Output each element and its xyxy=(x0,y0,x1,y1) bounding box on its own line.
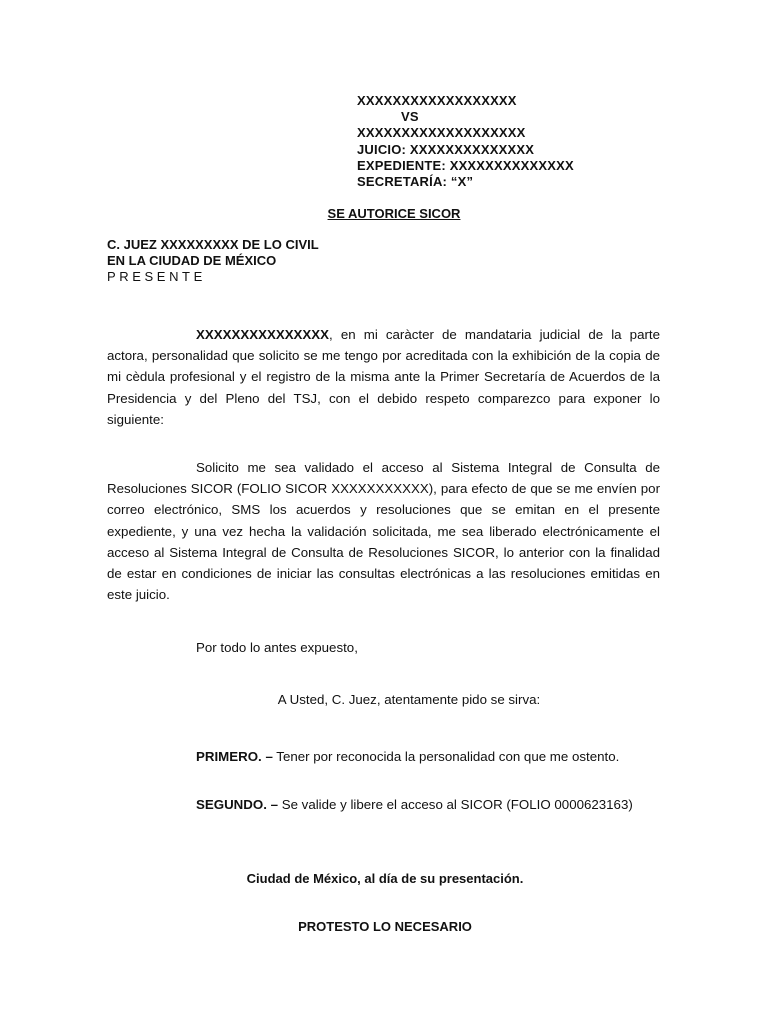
primero-label: PRIMERO. – xyxy=(196,749,273,764)
place-date-line: Ciudad de México, al día de su presentación. xyxy=(246,871,524,886)
paragraph-request: Solicito me sea validado el acceso al Sistema Integral de Consulta de Resoluciones SICOR (FOLIO SICOR XXXXXXXXXXX), para efecto de que se me envíen por correo electrónico, SMS los acuerdos y resoluciones que se emitan en el presente expediente, y una vez hecha la validación solicitada, me sea liberado electrónicamente el acceso al Sistema Integral de Consulta de Resoluciones SICOR, lo anterior con la finalidad de estar en condiciones de iniciar las consultas electrónicas a las resoluciones emitidas en este juicio. xyxy=(107,460,660,603)
paragraph-introduction xyxy=(107,324,660,430)
paragraph-petition: A Usted, C. Juez, atentamente pido se sirva: xyxy=(277,692,541,707)
segundo-text: Se valide y libere el acceso al SICOR (FOLIO 0000623163) xyxy=(278,797,633,812)
attorney-name: XXXXXXXXXXXXXXX xyxy=(196,327,330,342)
primero-text: Tener por reconocida la personalidad con que me ostento. xyxy=(272,749,620,764)
caption-secretaria: SECRETARÍA: “X” xyxy=(357,174,474,190)
caption-juicio: JUICIO: XXXXXXXXXXXXXX xyxy=(357,141,535,157)
introduction-text: , en mi caràcter de mandataria judicial de la parte actora, personalidad que solicito se me tengo por acreditada con la exhibición de la copia de mi cèdula profesional y el registro de la misma ante la Primer Secretaría de Acuerdos de la Presidencia y del Pleno del TSJ, con el debido respeto comparezco para exponer lo siguiente: xyxy=(107,327,660,427)
case-caption xyxy=(357,93,574,190)
caption-plaintiff: XXXXXXXXXXXXXXXXXX xyxy=(357,93,517,108)
segundo-label: SEGUNDO. – xyxy=(196,797,279,812)
caption-vs: VS xyxy=(401,109,419,125)
addressee-block xyxy=(107,237,319,286)
addressee-presente: PRESENTE xyxy=(107,269,206,285)
caption-defendant: XXXXXXXXXXXXXXXXXXX xyxy=(357,125,526,141)
paragraph-segundo xyxy=(107,794,660,815)
caption-expediente: EXPEDIENTE: XXXXXXXXXXXXXX xyxy=(357,157,574,173)
addressee-judge: C. JUEZ XXXXXXXXX DE LO CIVIL xyxy=(107,237,319,252)
protesto-line: PROTESTO LO NECESARIO xyxy=(298,919,472,934)
paragraph-primero xyxy=(107,746,660,767)
document-title: SE AUTORICE SICOR xyxy=(327,206,461,221)
paragraph-expuesto: Por todo lo antes expuesto, xyxy=(196,640,358,655)
addressee-city: EN LA CIUDAD DE MÉXICO xyxy=(107,253,277,269)
